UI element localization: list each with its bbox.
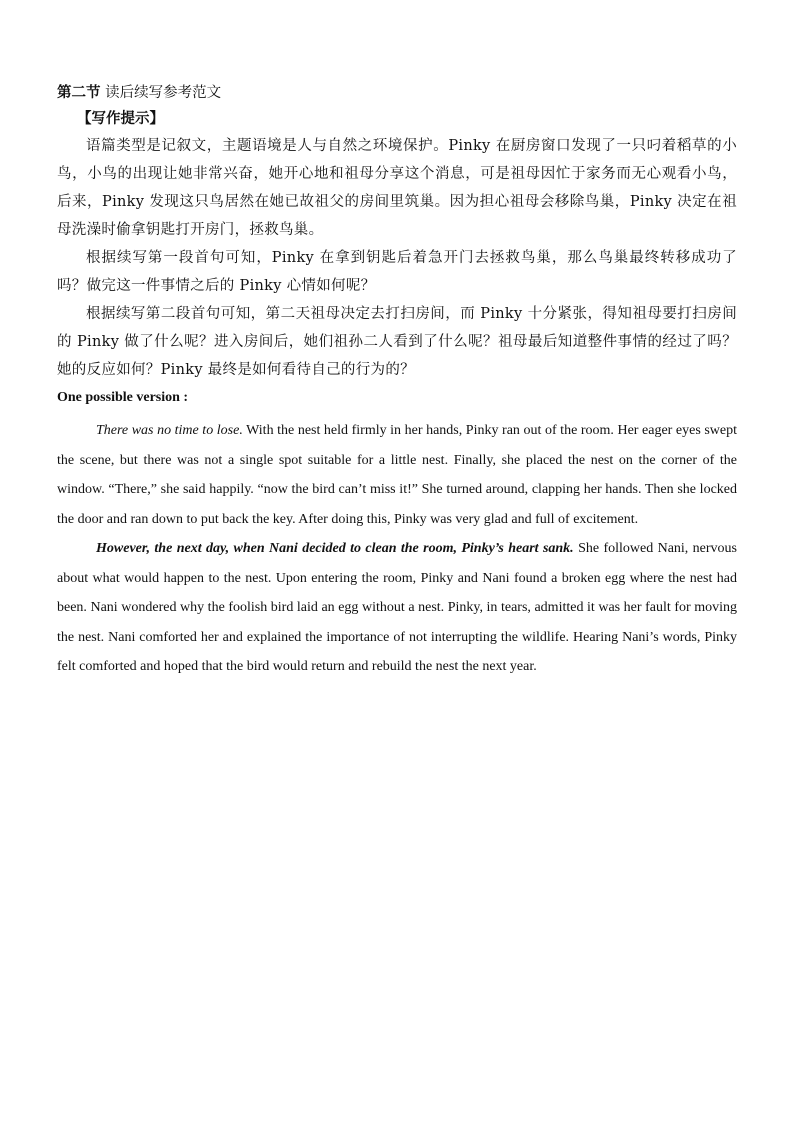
- hint-paragraph-1: 语篇类型是记叙文，主题语境是人与自然之环境保护。Pinky 在厨房窗口发现了一只叼着稻草的小鸟，小鸟的出现让她非常兴奋，她开心地和祖母分享这个消息，可是祖母因忙于家务而无心观看小鸟，后来，Pinky 发现这只鸟居然在她已故祖父的房间里筑巢。因为担心祖母会移除鸟巢，Pinky 决定在祖母洗澡时偷拿钥匙打开房门，拯救鸟巢。: [57, 138, 737, 238]
- hint-paragraph-2: 根据续写第一段首句可知，Pinky 在拿到钥匙后着急开门去拯救鸟巢，那么鸟巢最终转移成功了吗？做完这一件事情之后的 Pinky 心情如何呢？: [57, 250, 737, 294]
- paragraph-2-body: She followed Nani, nervous about what would happen to the nest. Upon entering the room, Pinky and Nani found a broken egg where the nest had been. Nani wondered why the foolish bird laid an egg without a nest. Pinky, in tears, admitted it was her fault for moving the nest. Nani comforted her and explained the importance of not interrupting the wildlife. Hearing Nani’s words, Pinky felt comforted and hoped that the bird would return and rebuild the nest the next year.: [57, 541, 738, 674]
- section-name: 读后续写参考范文: [105, 85, 222, 101]
- writing-hint-heading: 【写作提示】: [77, 110, 164, 127]
- paragraph-1-body: With the nest held firmly in her hands, Pinky ran out of the room. Her eager eyes swept the scene, but there was not a single spot suitable for a little nest. Finally, she placed the nest on the corner of the window. “There,” she said happily. “now the bird can’t miss it!” She turned around, clapping her hands. Then she locked the door and ran down to put back the key. After doing this, Pinky was very glad and full of excitement.: [57, 423, 737, 527]
- essay-paragraph-2: [57, 534, 737, 682]
- version-heading: One possible version :: [57, 390, 189, 405]
- hint-paragraph-3: 根据续写第二段首句可知，第二天祖母决定去打扫房间，而 Pinky 十分紧张，得知祖母要打扫房间的 Pinky 做了什么呢？进入房间后，她们祖孙二人看到了什么呢？祖母最后知道整件事情的经过了吗？她的反应如何？Pinky 最终是如何看待自己的行为的？: [57, 306, 737, 378]
- paragraph-1-opening-sentence: There was no time to lose.: [96, 423, 243, 438]
- section-number: 第二节: [57, 84, 101, 101]
- essay-paragraph-1: [57, 416, 737, 534]
- paragraph-2-opening-sentence: However, the next day, when Nani decided to clean the room, Pinky’s heart sank.: [96, 541, 574, 556]
- document-page: [57, 80, 737, 682]
- section-title: [57, 80, 737, 106]
